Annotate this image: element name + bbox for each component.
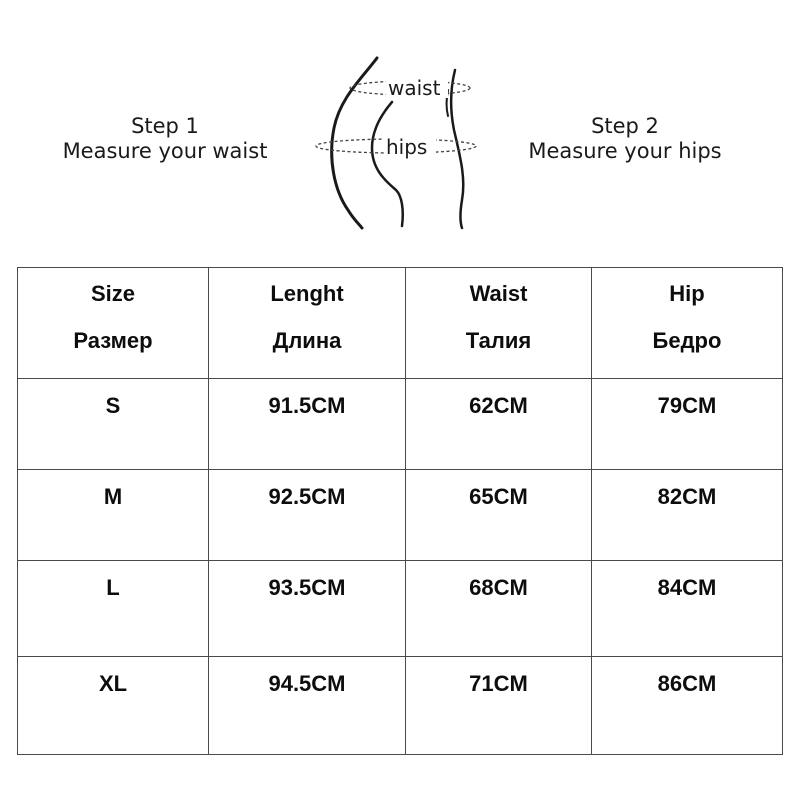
cell-length: 91.5CM <box>209 379 406 470</box>
cell-size: S <box>18 379 209 470</box>
header-length-en: Lenght <box>270 281 344 306</box>
cell-size: M <box>18 470 209 561</box>
step-2 <box>505 114 745 164</box>
header-size-ru: Размер <box>73 328 153 353</box>
header-hip-ru: Бедро <box>652 328 722 353</box>
table-row <box>18 657 783 755</box>
size-table <box>17 267 783 755</box>
cell-waist: 65CM <box>406 470 592 561</box>
cell-hip: 86CM <box>592 657 783 755</box>
step-1 <box>35 114 295 164</box>
header-waist-en: Waist <box>469 281 528 306</box>
step-2-title: Step 2 <box>591 114 659 138</box>
table-header-row <box>18 268 783 379</box>
hips-label: hips <box>386 135 428 159</box>
header-hip <box>592 268 783 379</box>
step-2-description: Measure your hips <box>528 139 722 163</box>
cell-length: 93.5CM <box>209 561 406 657</box>
cell-waist: 68CM <box>406 561 592 657</box>
header-size <box>18 268 209 379</box>
size-chart <box>17 267 782 755</box>
header-length <box>209 268 406 379</box>
cell-length: 92.5CM <box>209 470 406 561</box>
waist-label: waist <box>388 76 441 100</box>
header-waist-ru: Талия <box>465 328 532 353</box>
cell-waist: 62CM <box>406 379 592 470</box>
cell-length: 94.5CM <box>209 657 406 755</box>
header-waist <box>406 268 592 379</box>
step-1-title: Step 1 <box>131 114 199 138</box>
cell-hip: 82CM <box>592 470 783 561</box>
table-row <box>18 561 783 657</box>
step-1-description: Measure your waist <box>62 139 268 163</box>
cell-waist: 71CM <box>406 657 592 755</box>
cell-hip: 84CM <box>592 561 783 657</box>
header-size-en: Size <box>90 281 136 306</box>
header-length-ru: Длина <box>272 328 342 353</box>
table-row <box>18 379 783 470</box>
header-hip-en: Hip <box>669 281 705 306</box>
cell-size: L <box>18 561 209 657</box>
cell-hip: 79CM <box>592 379 783 470</box>
table-row <box>18 470 783 561</box>
body-silhouette-icon <box>300 50 500 235</box>
measurement-guide <box>0 0 800 240</box>
cell-size: XL <box>18 657 209 755</box>
